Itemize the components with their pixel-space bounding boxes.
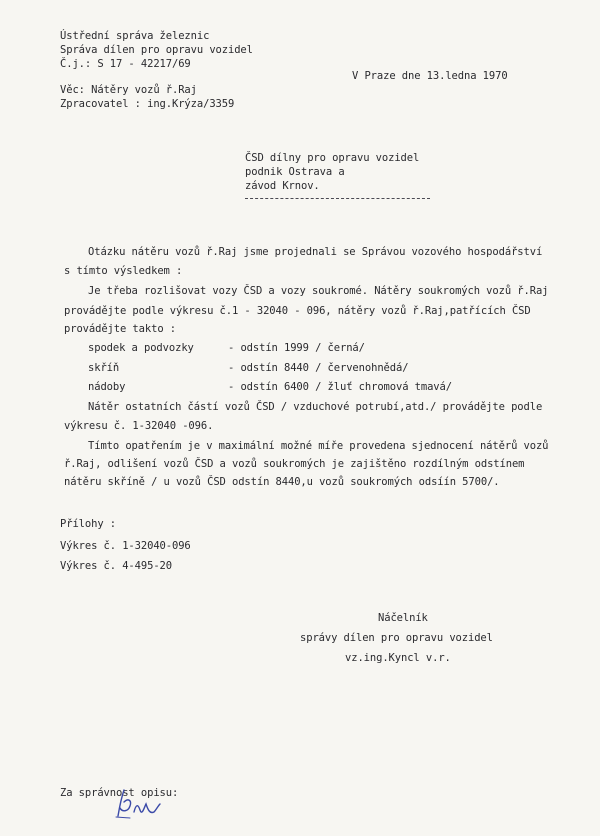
paint-item-spec: - odstín 8440 / červenohnědá/ xyxy=(228,362,409,374)
paint-item-part: nádoby xyxy=(88,381,126,393)
signoff-title: Náčelník xyxy=(378,612,428,624)
para2-line3: provádějte takto : xyxy=(64,323,176,335)
para1-line2: s tímto výsledkem : xyxy=(64,265,183,277)
reference-number: Č.j.: S 17 - 42217/69 xyxy=(60,58,191,70)
para2-line1: Je třeba rozlišovat vozy ČSD a vozy soukromé. Nátěry soukromých vozů ř.Raj xyxy=(88,285,549,297)
paint-item-part: spodek a podvozky xyxy=(88,342,194,354)
para3-line1: Nátěr ostatních částí vozů ČSD / vzduchové potrubí,atd./ provádějte podle xyxy=(88,401,543,413)
attachment-item: Výkres č. 1-32040-096 xyxy=(60,540,191,552)
paint-item-spec: - odstín 1999 / černá/ xyxy=(228,342,365,354)
para2-line2: provádějte podle výkresu č.1 - 32040 - 096, nátěry vozů ř.Raj,patřících ČSD xyxy=(64,305,531,317)
recipient-line-1: ČSD dílny pro opravu vozidel xyxy=(245,152,420,164)
para3-line2: výkresu č. 1-32040 -096. xyxy=(64,420,214,432)
processor-line: Zpracovatel : ing.Krýza/3359 xyxy=(60,98,235,110)
subject-line: Věc: Nátěry vozů ř.Raj xyxy=(60,84,197,96)
para4-line3: nátěru skříně / u vozů ČSD odstín 8440,u vozů soukromých odsíín 5700/. xyxy=(64,476,500,488)
para4-line2: ř.Raj, odlišení vozů ČSD a vozů soukromých je zajištěno rozdílným odstínem xyxy=(64,458,525,470)
org-line-1: Ústřední správa železnic xyxy=(60,30,210,42)
para1-line1: Otázku nátěru vozů ř.Raj jsme projednali se Správou vozového hospodářství xyxy=(88,246,543,258)
paint-item-part: skříň xyxy=(88,362,120,374)
recipient-line-3: závod Krnov. xyxy=(245,180,320,192)
signoff-name: vz.ing.Kyncl v.r. xyxy=(345,652,451,664)
org-line-2: Správa dílen pro opravu vozidel xyxy=(60,44,253,56)
signoff-department: správy dílen pro opravu vozidel xyxy=(300,632,493,644)
certification-label: Za správnost opisu: xyxy=(60,787,179,799)
recipient-underline xyxy=(245,198,430,199)
handwritten-signature xyxy=(112,786,172,820)
paint-item-spec: - odstín 6400 / žluť chromová tmavá/ xyxy=(228,381,452,393)
attachment-item: Výkres č. 4-495-20 xyxy=(60,560,172,572)
attachments-label: Přílohy : xyxy=(60,518,116,530)
para4-line1: Tímto opatřením je v maximální možné míře provedena sjednocení nátěrů vozů xyxy=(88,440,549,452)
recipient-line-2: podnik Ostrava a xyxy=(245,166,345,178)
place-date: V Praze dne 13.ledna 1970 xyxy=(352,70,508,82)
